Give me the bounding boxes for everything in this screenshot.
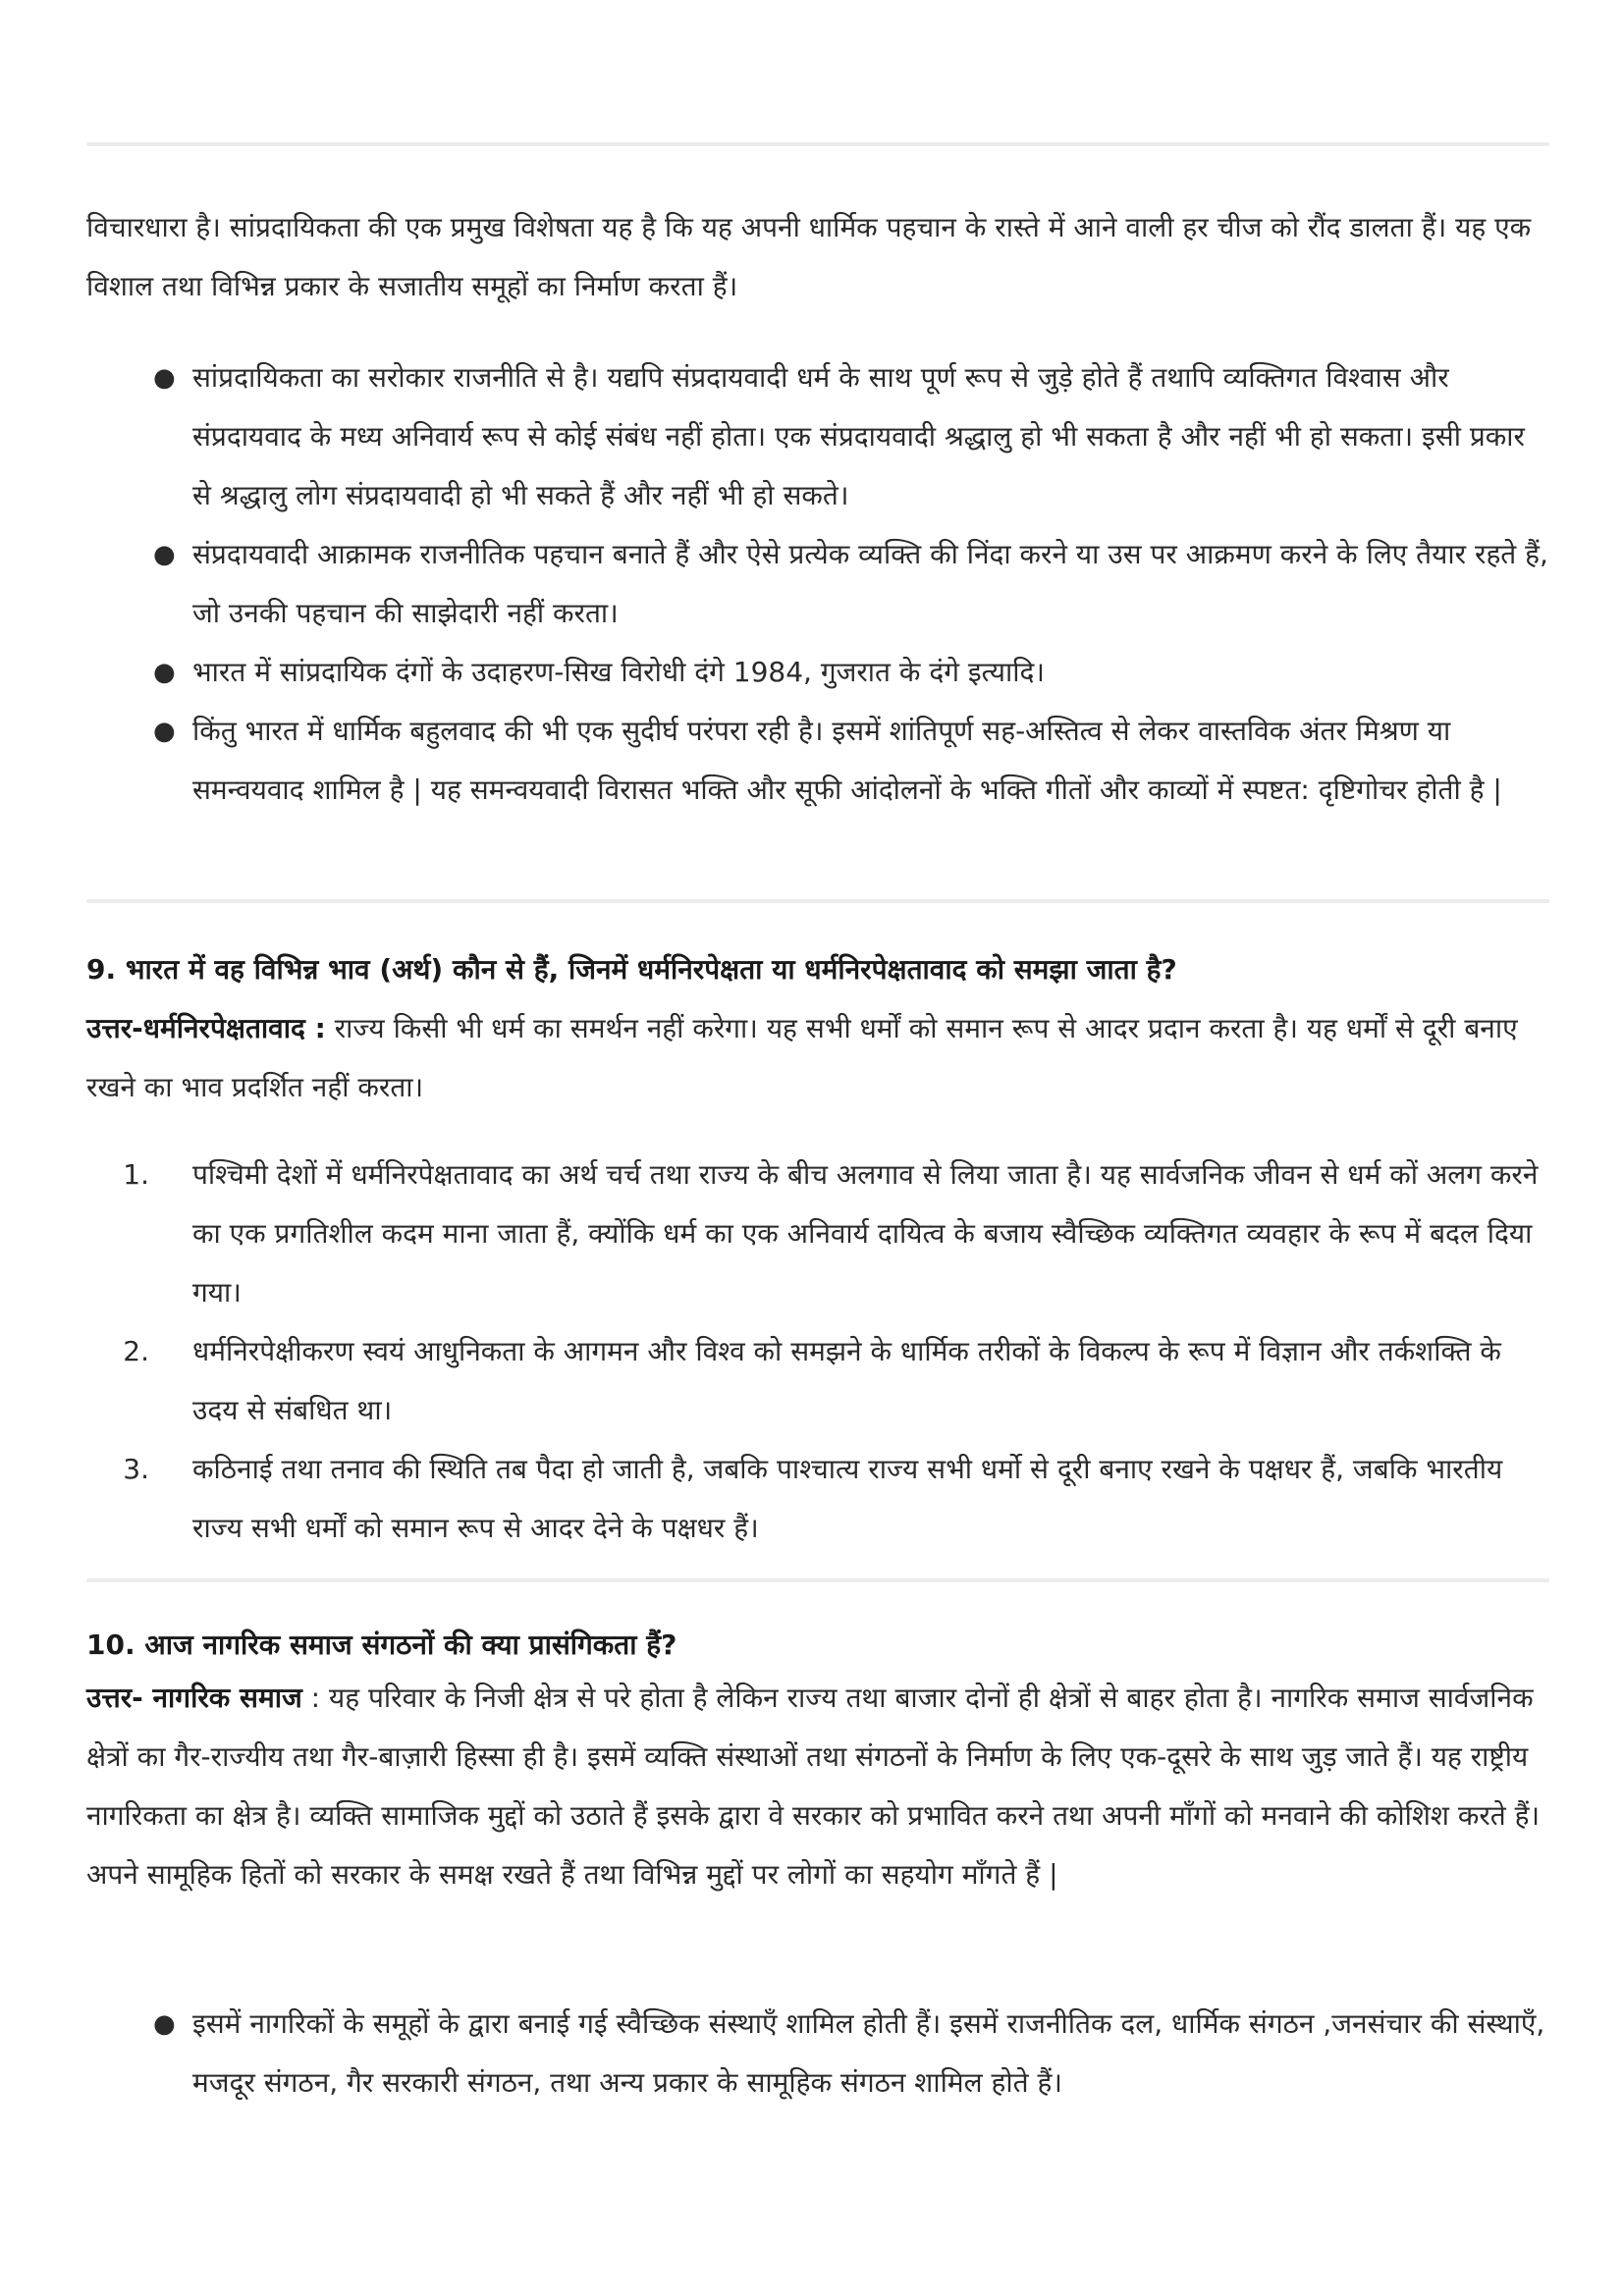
answer-label: उत्तर-धर्मनिरपेक्षतावाद : [86,1012,326,1044]
answer-label: उत्तर- नागरिक समाज [86,1682,302,1714]
bullet-icon: ● [153,540,176,569]
question-10-heading: 10. आज नागरिक समाज संगठनों की क्या प्रासंगिकता हैं? [86,1629,677,1661]
list-item: ● भारत में सांप्रदायिक दंगों के उदाहरण-सिख विरोधी दंगे 1984, गुजरात के दंगे इत्यादि। [86,643,1549,702]
list-item: ● संप्रदायवादी आक्रामक राजनीतिक पहचान बनाते हैं और ऐसे प्रत्येक व्यक्ति की निंदा करने या उस पर आक्रमण करने के लिए तैयार रहते हैं, जो उनकी पहचान की साझेदारी नहीं करता। [86,525,1549,643]
answer-text: राज्य किसी भी धर्म का समर्थन नहीं करेगा। यह सभी धर्मों को समान रूप से आदर प्रदान करता है। यह धर्मों से दूरी बनाए रखने का भाव प्रदर्शित नहीं करता। [86,1012,1518,1103]
bullet-icon: ● [153,363,176,393]
numbered-list-secularism [86,1146,1549,1558]
list-number: 2. [123,1335,149,1367]
bullet-icon: ● [153,658,176,687]
list-item: 1. पश्चिमी देशों में धर्मनिरपेक्षतावाद का अर्थ चर्च तथा राज्य के बीच अलगाव से लिया जाता है। यह सार्वजनिक जीवन से धर्म कों अलग करने का एक प्रगतिशील कदम माना जाता हैं, क्योंकि धर्म का एक अनिवार्य दायित्व के बजाय स्वैच्छिक व्यक्तिगत व्यवहार के रूप में बदल दिया गया। [86,1146,1549,1322]
section-divider [86,899,1549,903]
list-item: ● सांप्रदायिकता का सरोकार राजनीति से है। यद्यपि संप्रदायवादी धर्म के साथ पूर्ण रूप से जुड़े होते हैं तथापि व्यक्तिगत विश्वास और संप्रदायवाद के मध्य अनिवार्य रूप से कोई संबंध नहीं होता। एक संप्रदायवादी श्रद्धालु हो भी सकता है और नहीं भी हो सकता। इसी प्रकार से श्रद्धालु लोग संप्रदायवादी हो भी सकते हैं और नहीं भी हो सकते। [86,348,1549,525]
bullet-list-civil-society [86,1995,1549,2112]
answer-text: : यह परिवार के निजी क्षेत्र से परे होता है लेकिन राज्य तथा बाजार दोनों ही क्षेत्रों से बाहर होता है। नागरिक समाज सार्वजनिक क्षेत्रों का गैर-राज्यीय तथा गैर-बाज़ारी हिस्सा ही है। इसमें व्यक्ति संस्थाओं तथा संगठनों के निर्माण के लिए एक-दूसरे के साथ जुड़ जाते हैं। यह राष्ट्रीय नागरिकता का क्षेत्र है। व्यक्ति सामाजिक मुद्दों को उठाते हैं इसके द्वारा वे सरकार को प्रभावित करने तथा अपनी माँगों को मनवाने की कोशिश करते हैं। अपने सामूहिक हितों को सरकार के समक्ष रखते हैं तथा विभिन्न मुद्दों पर लोगों का सहयोग माँगते हैं | [86,1682,1541,1891]
intro-paragraph: विचारधारा है। सांप्रदायिकता की एक प्रमुख विशेषता यह है कि यह अपनी धार्मिक पहचान के रास्ते में आने वाली हर चीज को रौंद डालता हैं। यह एक विशाल तथा विभिन्न प्रकार के सजातीय समूहों का निर्माण करता हैं। [86,211,1532,302]
bullet-list-communalism [86,348,1549,820]
question-10-answer [86,1669,1549,1904]
list-item: 3. कठिनाई तथा तनाव की स्थिति तब पैदा हो जाती है, जबकि पाश्चात्य राज्य सभी धर्मो से दूरी बनाए रखने के पक्षधर हैं, जबकि भारतीय राज्य सभी धर्मों को समान रूप से आदर देने के पक्षधर हैं। [86,1440,1549,1558]
list-number: 3. [123,1453,149,1485]
list-number: 1. [123,1158,149,1191]
bullet-icon: ● [153,2009,176,2039]
top-divider [86,142,1549,146]
question-9-answer [86,999,1549,1117]
list-item: ● किंतु भारत में धार्मिक बहुलवाद की भी एक सुदीर्घ परंपरा रही है। इसमें शांतिपूर्ण सह-अस्तित्व से लेकर वास्तविक अंतर मिश्रण या समन्वयवाद शामिल है | यह समन्वयवादी विरासत भक्ति और सूफी आंदोलनों के भक्ति गीतों और काव्यों में स्पष्टत: दृष्टिगोचर होती है | [86,702,1549,820]
list-item: 2. धर्मनिरपेक्षीकरण स्वयं आधुनिकता के आगमन और विश्व को समझने के धार्मिक तरीकों के विकल्प के रूप में विज्ञान और तर्कशक्ति के उदय से संबधित था। [86,1322,1549,1440]
section-divider [86,1578,1549,1582]
question-9-heading: 9. भारत में वह विभिन्न भाव (अर्थ) कौन से हैं, जिनमें धर्मनिरपेक्षता या धर्मनिरपेक्षतावाद को समझा जाता है? [86,953,1177,986]
bullet-icon: ● [153,717,176,746]
list-item: ● इसमें नागरिकों के समूहों के द्वारा बनाई गई स्वैच्छिक संस्थाएँ शामिल होती हैं। इसमें राजनीतिक दल, धार्मिक संगठन ,जनसंचार की संस्थाएँ, मजदूर संगठन, गैर सरकारी संगठन, तथा अन्य प्रकार के सामूहिक संगठन शामिल होते हैं। [86,1995,1549,2112]
